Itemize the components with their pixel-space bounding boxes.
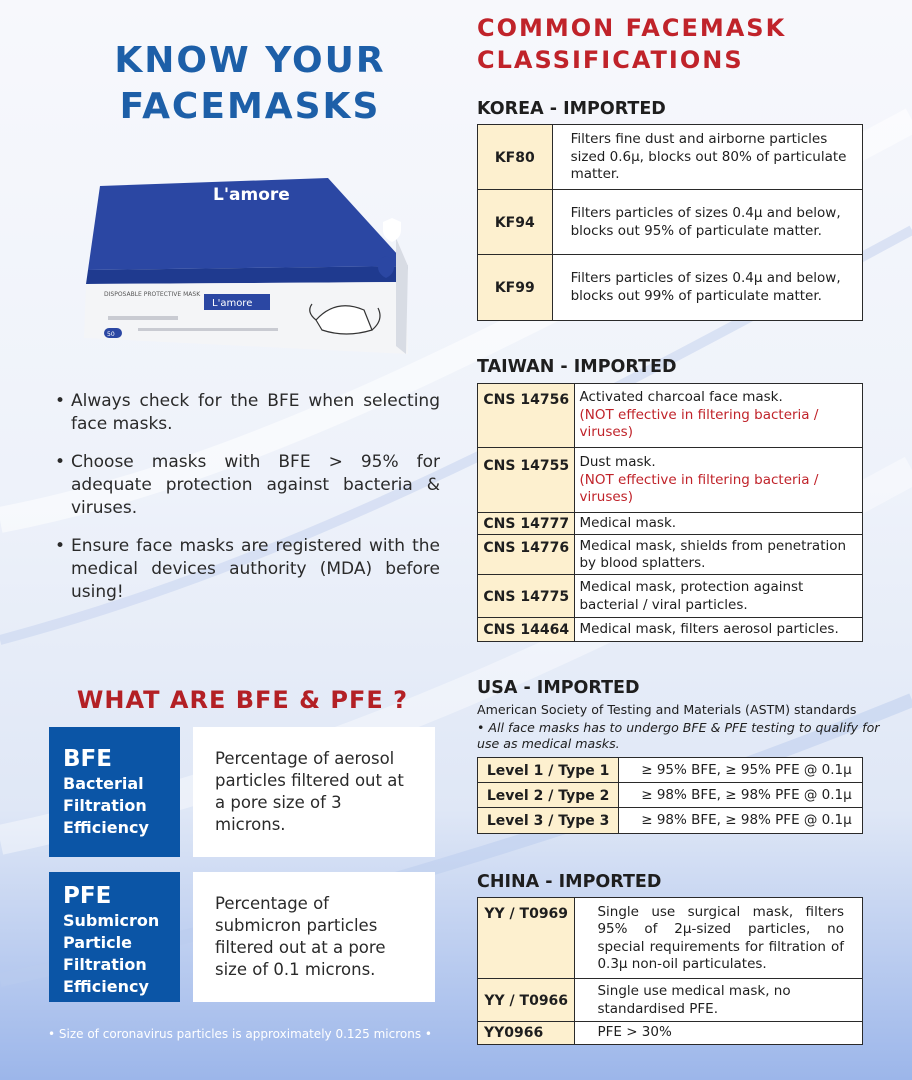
taiwan-desc-text: Dust mask.	[579, 454, 656, 470]
list-item: • Choose masks with BFE > 95% for adequate protection against bacteria & viruses.	[55, 451, 440, 520]
taiwan-code: CNS 14775	[478, 575, 575, 618]
list-item: • Ensure face masks are registered with the medical devices authority (MDA) before using!	[55, 535, 440, 604]
table-row	[477, 124, 863, 191]
china-code: YY / T0966	[478, 979, 575, 1022]
table-row	[477, 512, 863, 536]
table-row	[477, 574, 863, 619]
taiwan-desc	[575, 384, 862, 448]
bfe-full-name: Bacterial Filtration Efficiency	[63, 774, 149, 837]
usa-desc: ≥ 95% BFE, ≥ 95% PFE @ 0.1μ	[641, 761, 852, 778]
usa-heading: USA - IMPORTED	[477, 678, 640, 698]
pfe-full-name: Submicron Particle Filtration Efficiency	[63, 911, 160, 996]
bfe-abbr: BFE	[63, 746, 112, 772]
table-row	[477, 447, 863, 514]
table-row	[477, 189, 863, 256]
table-row	[477, 978, 863, 1023]
china-heading: CHINA - IMPORTED	[477, 872, 662, 892]
china-code: YY / T0969	[478, 898, 575, 979]
table-row	[477, 617, 863, 642]
usa-subtitle: American Society of Testing and Materials (ASTM) standards	[477, 702, 857, 717]
brand-lid: L'amore	[213, 185, 290, 205]
taiwan-code: CNS 14755	[478, 448, 575, 513]
usa-code: Level 1 / Type 1	[478, 758, 619, 783]
taiwan-code: CNS 14464	[478, 618, 575, 641]
page-title-line2: FACEMASKS	[119, 86, 381, 127]
table-row	[477, 383, 863, 449]
table-row	[477, 757, 863, 784]
tips-list	[55, 390, 440, 619]
bfe-definition	[193, 727, 435, 857]
taiwan-code: CNS 14756	[478, 384, 575, 448]
taiwan-code: CNS 14777	[478, 513, 575, 535]
bfe-term-box	[49, 727, 180, 857]
usa-code: Level 3 / Type 3	[478, 808, 619, 833]
classifications-title-line2: CLASSIFICATIONS	[477, 46, 744, 74]
count-badge: 50	[107, 331, 115, 338]
pfe-definition-text: Percentage of submicron particles filtered out at a pore size of 0.1 microns.	[215, 894, 386, 979]
bfe-pfe-heading: WHAT ARE BFE & PFE ?	[76, 686, 409, 714]
usa-note: • All face masks has to undergo BFE & PFE testing to qualify for use as medical masks.	[477, 720, 880, 751]
table-row	[477, 1021, 863, 1045]
taiwan-desc: Medical mask, filters aerosol particles.	[579, 620, 839, 637]
page-title-line1: KNOW YOUR	[114, 40, 386, 81]
taiwan-code: CNS 14776	[478, 535, 575, 575]
korea-heading: KOREA - IMPORTED	[477, 99, 666, 119]
korea-code: KF80	[478, 125, 553, 190]
brand-front: L'amore	[212, 298, 253, 309]
china-desc: PFE > 30%	[597, 1024, 672, 1041]
taiwan-heading: TAIWAN - IMPORTED	[477, 357, 677, 377]
korea-code: KF99	[478, 255, 553, 320]
table-row	[477, 807, 863, 834]
table-row	[477, 897, 863, 980]
usa-code: Level 2 / Type 2	[478, 783, 619, 808]
product-label: DISPOSABLE PROTECTIVE MASK	[104, 291, 201, 298]
shield-icon	[383, 218, 401, 242]
korea-desc: Filters fine dust and airborne particles sized 0.6μ, blocks out 80% of particulate matter.	[570, 131, 847, 183]
list-item: • Always check for the BFE when selecting face masks.	[55, 390, 440, 436]
table-row	[477, 254, 863, 321]
china-code: YY0966	[478, 1022, 575, 1044]
taiwan-desc: Medical mask, shields from penetration by blood splatters.	[579, 537, 847, 571]
table-row	[477, 782, 863, 809]
pfe-definition	[193, 872, 435, 1002]
usa-desc: ≥ 98% BFE, ≥ 98% PFE @ 0.1μ	[641, 786, 852, 803]
china-desc: Single use medical mask, no standardised PFE.	[597, 983, 791, 1017]
taiwan-desc: Medical mask, protection against bacterial / viral particles.	[579, 579, 804, 613]
taiwan-desc	[575, 448, 862, 513]
taiwan-desc: Medical mask.	[579, 515, 677, 532]
pfe-term-box	[49, 872, 180, 1002]
bfe-definition-text: Percentage of aerosol particles filtered out at a pore size of 3 microns.	[215, 749, 404, 834]
mask-box-illustration	[78, 178, 418, 356]
pfe-abbr: PFE	[63, 883, 112, 909]
footnote: • Size of coronavirus particles is approximately 0.125 microns •	[48, 1027, 432, 1041]
korea-desc: Filters particles of sizes 0.4μ and below, blocks out 95% of particulate matter.	[570, 205, 841, 239]
table-row	[477, 534, 863, 576]
taiwan-desc-text: Activated charcoal face mask.	[579, 389, 783, 405]
china-desc: Single use surgical mask, filters 95% of 2μ-sized particles, no special requirements for filtration of 0.3μ non-oil particulates.	[597, 903, 844, 972]
usa-desc: ≥ 98% BFE, ≥ 98% PFE @ 0.1μ	[641, 811, 852, 828]
korea-desc: Filters particles of sizes 0.4μ and below, blocks out 99% of particulate matter.	[570, 270, 841, 304]
taiwan-warning: (NOT effective in filtering bacteria / viruses)	[579, 406, 819, 440]
korea-code: KF94	[478, 190, 553, 255]
classifications-title	[477, 12, 897, 76]
page-title	[80, 38, 420, 130]
classifications-title-line1: COMMON FACEMASK	[477, 14, 787, 42]
taiwan-warning: (NOT effective in filtering bacteria / viruses)	[579, 471, 819, 505]
